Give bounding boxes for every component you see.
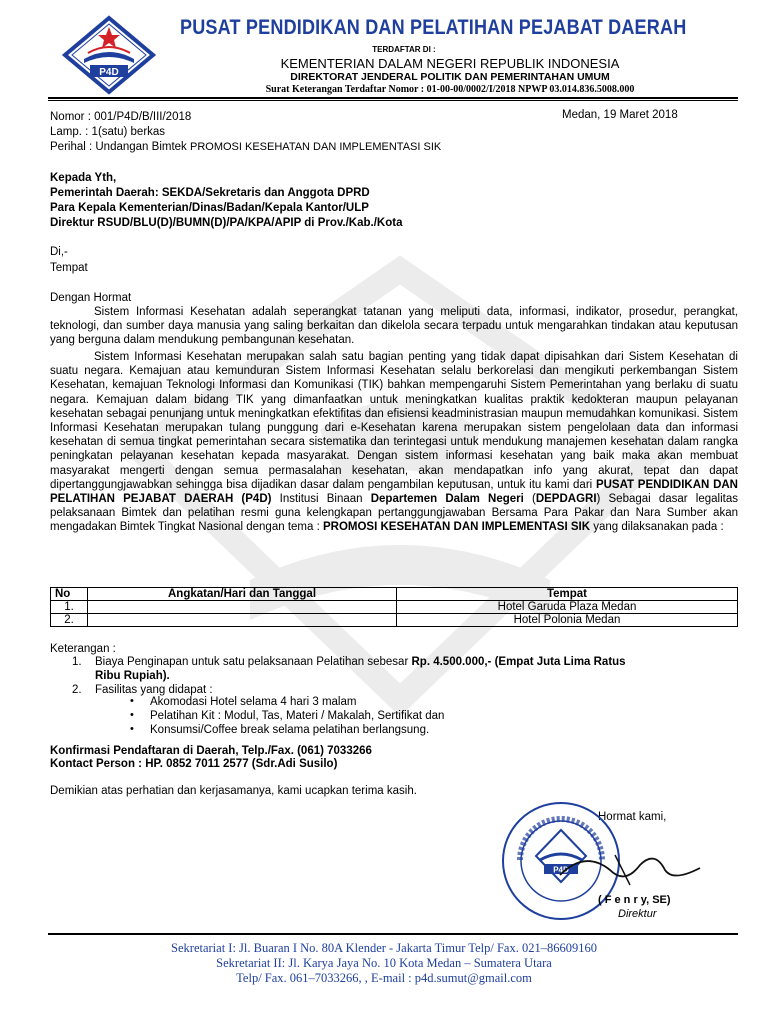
logo-text: P4D xyxy=(99,67,119,78)
recipient-di: Di,- xyxy=(50,246,68,258)
closing-text: Demikian atas perhatian dan kerjasamanya, kami ucapkan terima kasih. xyxy=(50,785,417,797)
registered-label: TERDAFTAR DI : xyxy=(372,45,436,54)
subject-line xyxy=(50,140,441,154)
p2-part-a: Sistem Informasi Kesehatan merupakan salah satu bagian penting yang tidak dapat dipisahkan dari Sistem Kesehatan di suatu negara. Kemajuan atau kemunduran Sistem Informasi Kesehatan selalu berkorelasi dan mengikuti perkembangan Sistem Kesehatan, kemajuan Teknologi Informasi dan Komunikasi (TIK) bahkan mempengaruhi Sistem Pemerintahan yang berlaku di suatu negara. Kemajuan dalam bidang TIK yang dimanfaatkan untuk meningkatkan kualitas praktik kedokteran maupun pelayanan kesehatan sebagai penunjang untuk meningkatkan efektifitas dan efisiensi keadministrasian maupun memudahkan komunikasi. Sistem Informasi Kesehatan merupakan tulang punggung dari e-Kesehatan karena merupakan sistem pengelolaan data dan informasi kesehatan di semua tingkat pemerintahan secara sistematika dan terintegasi untuk mendukung manajemen kesehatan dalam rangka peningkatan pelayanan kesehatan kepada masyarakat. Dengan sistem informasi kesehatan yang baik maka akan membuat masyarakat mengerti dengan semua permasalahan kesehatan, akan mendapatkan info yang akurat, tepat dan dapat dipertanggungjawabkan sehingga bisa dijadikan dasar dalam pengambilan keputusan, untuk itu kami dari xyxy=(50,351,738,491)
table-row xyxy=(51,601,738,614)
registration-number: Surat Keterangan Terdaftar Nomor : 01-00-00/0002/I/2018 NPWP 03.014.836.5008.000 xyxy=(265,84,635,95)
paragraph-2-text xyxy=(50,350,738,535)
row-place: Hotel Garuda Plaza Medan xyxy=(397,601,738,614)
row-no: 1. xyxy=(51,601,88,614)
handwritten-signature xyxy=(555,840,705,895)
contact-person: Kontact Person : HP. 0852 7011 2577 (Sdr.Adi Susilo) xyxy=(50,758,338,770)
recipient-place: Tempat xyxy=(50,262,88,274)
signature-greeting: Hormat kami, xyxy=(598,811,667,823)
directorate-name: DIREKTORAT JENDERAL POLITIK DAN PEMERINTAHAN UMUM xyxy=(290,71,610,83)
body-paragraph-1 xyxy=(50,305,738,348)
row-place: Hotel Polonia Medan xyxy=(397,614,738,627)
header-date: Angkatan/Hari dan Tanggal xyxy=(88,588,397,601)
subject-prefix: Perihal : Undangan Bimtek xyxy=(50,141,190,153)
note-1-price-cont: Ribu Rupiah). xyxy=(95,670,170,682)
city-date: Medan, 19 Maret 2018 xyxy=(562,109,678,121)
table-row xyxy=(51,614,738,627)
p2-org: PUSAT PENDIDIKAN DAN PELATIHAN PEJABAT DAERAH (P4D) xyxy=(50,478,738,506)
attachment-line: Lamp. : 1(satu) berkas xyxy=(50,126,166,138)
subject-title: PROMOSI KESEHATAN DAN IMPLEMENTASI SIK xyxy=(190,141,442,153)
body-paragraph-2 xyxy=(50,350,738,535)
letter-number: Nomor : 001/P4D/B/III/2018 xyxy=(50,111,192,123)
p2-dep: Departemen Dalam Negeri xyxy=(370,493,524,506)
note-2-number: 2. xyxy=(72,684,82,696)
p2-part-d: ) Sebagai dasar legalitas pelaksanaan Bimtek dan pelatihan resmi guna kelengkapan pertanggungjawaban Bersama Para Pakar dan Nara Sumber akan mengadakan Bimtek Tingkat Nasional dengan tema : xyxy=(50,493,738,534)
header-rule-thin xyxy=(48,100,738,101)
signatory-title: Direktur xyxy=(618,908,657,920)
recipient-line-4: Direktur RSUD/BLU(D)/BUMN(D)/PA/KPA/APIP di Prov./Kab./Kota xyxy=(50,217,403,229)
bullet-icon: • xyxy=(130,709,134,721)
notes-label: Keterangan : xyxy=(50,643,116,655)
row-no: 2. xyxy=(51,614,88,627)
p2-part-e: yang dilaksanakan pada : xyxy=(590,521,724,534)
footer-address-2: Sekretariat II: Jl. Karya Jaya No. 10 Kota Medan – Sumatera Utara xyxy=(216,956,552,970)
recipient-line-3: Para Kepala Kementerian/Dinas/Badan/Kepala Kantor/ULP xyxy=(50,202,369,214)
footer-address-1: Sekretariat I: Jl. Buaran I No. 80A Klender - Jakarta Timur Telp/ Fax. 021–86609160 xyxy=(171,941,597,955)
p2-part-c: ( xyxy=(523,493,536,506)
footer-rule xyxy=(48,933,738,935)
p2-theme: PROMOSI KESEHATAN DAN IMPLEMENTASI SIK xyxy=(322,521,591,534)
row-date xyxy=(88,614,397,627)
table-header-row xyxy=(51,588,738,601)
bullet-icon: • xyxy=(130,723,134,735)
recipient-line-2: Pemerintah Daerah: SEKDA/Sekretaris dan Anggota DPRD xyxy=(50,187,370,199)
header-place: Tempat xyxy=(397,588,738,601)
note-2-text: Fasilitas yang didapat : xyxy=(95,684,213,696)
header-no: No xyxy=(51,588,88,601)
signatory-name: ( F e n r y, SE) xyxy=(598,894,671,906)
contact-confirm: Konfirmasi Pendaftaran di Daerah, Telp./Fax. (061) 7033266 xyxy=(50,745,372,757)
row-date xyxy=(88,601,397,614)
stamp-logo-text: P4D xyxy=(553,865,569,875)
note-1-text: Biaya Penginapan untuk satu pelaksanaan Pelatihan sebesar xyxy=(95,656,412,668)
org-title: PUSAT PENDIDIKAN DAN PELATIHAN PEJABAT DAERAH xyxy=(180,16,687,39)
note-1-number: 1. xyxy=(72,656,82,668)
facility-item: Akomodasi Hotel selama 4 hari 3 malam xyxy=(150,696,357,708)
note-1 xyxy=(95,655,626,669)
footer-contact: Telp/ Fax. 061–7033266, , E-mail : p4d.sumut@gmail.com xyxy=(236,971,532,985)
schedule-table xyxy=(50,587,738,627)
recipient-greeting: Kepada Yth, xyxy=(50,172,117,184)
p4d-logo xyxy=(62,15,156,95)
facility-item: Konsumsi/Coffee break selama pelatihan berlangsung. xyxy=(150,724,430,736)
paragraph-1-text: Sistem Informasi Kesehatan adalah seperangkat tatanan yang meliputi data, informasi, indikator, prosedur, perangkat, teknologi, dan sumber daya manusia yang saling berkaitan dan dikelola secara terpadu untuk mengarahkan tindakan atau keputusan yang berguna dalam mendukung pembangunan kesehatan. xyxy=(50,306,738,347)
p2-dep-abbr: DEPDAGRI xyxy=(535,493,597,506)
p2-part-b: Institusi Binaan xyxy=(271,493,371,506)
salutation: Dengan Hormat xyxy=(50,292,132,304)
ministry-name: KEMENTERIAN DALAM NEGERI REPUBLIK INDONESIA xyxy=(280,56,620,71)
bullet-icon: • xyxy=(130,695,134,707)
note-1-price: Rp. 4.500.000,- (Empat Juta Lima Ratus xyxy=(411,656,626,668)
facility-item: Pelatihan Kit : Modul, Tas, Materi / Makalah, Sertifikat dan xyxy=(150,710,445,722)
header-rule xyxy=(48,97,738,99)
